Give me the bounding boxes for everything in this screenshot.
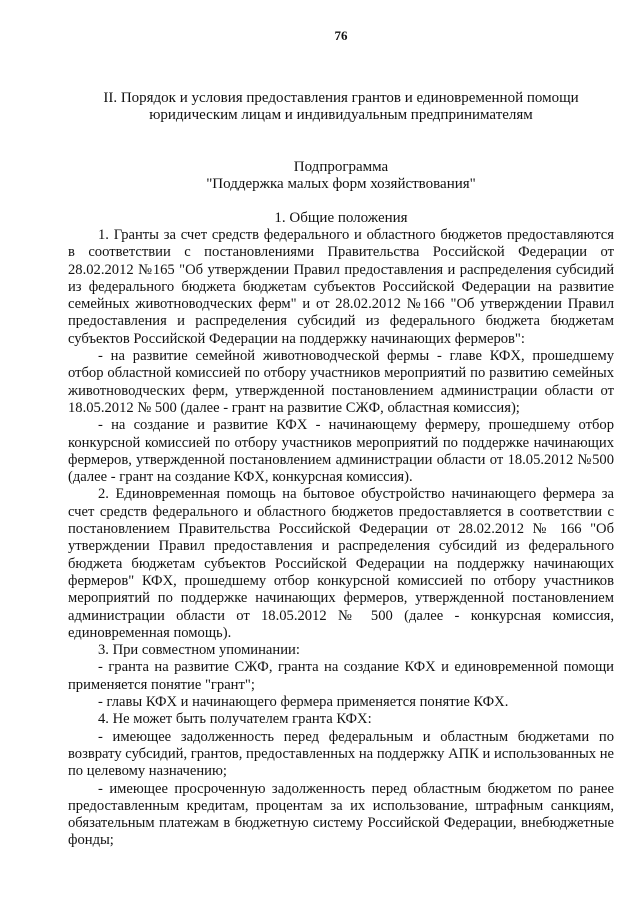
paragraph: 1. Гранты за счет средств федерального и областного бюджетов предоставляются в соответствии с постановлениями Правительства Российской Федерации от 28.02.2012 №165 "Об утверждении Правил предоставления и распределения субсидий из федерального бюджета бюджетам субъектов Российской Федерации на развитие семейных животноводческих ферм" и от 28.02.2012 №166 "Об утверждении Правил предоставления и распределения субсидий из федерального бюджета бюджетам субъектов Российской Федерации на поддержку начинающих фермеров": bbox=[68, 227, 614, 347]
general-heading: 1. Общие положения bbox=[274, 210, 408, 226]
paragraph: - главы КФХ и начинающего фермера применяется понятие КФХ. bbox=[98, 694, 509, 711]
paragraph: - на развитие семейной животноводческой фермы - главе КФХ, прошедшему отбор областной комиссией по отбору участников мероприятий по развитию семейных животноводческих ферм, утвержденной постановлением администрации области от 18.05.2012 № 500 (далее - грант на развитие СЖФ, областная комиссия); bbox=[68, 348, 614, 416]
section-title-line: II. Порядок и условия предоставления грантов и единовременной помощи bbox=[103, 90, 579, 106]
subprogram-heading bbox=[68, 159, 614, 193]
paragraph: - на создание и развитие КФХ - начинающему фермеру, прошедшему отбор конкурсной комиссией по отбору участников мероприятий по поддержке начинающих фермеров, утвержденной постановлением администрации области от 18.05.2012 №500 (далее - грант на создание КФХ, конкурсная комиссия). bbox=[68, 417, 614, 486]
document-body bbox=[68, 227, 614, 850]
paragraph: 3. При совместном упоминании: bbox=[98, 642, 300, 659]
paragraph: - гранта на развитие СЖФ, гранта на создание КФХ и единовременной помощи применяется понятие "грант"; bbox=[68, 659, 614, 693]
subprogram-label: Подпрограмма bbox=[293, 159, 389, 175]
section-title bbox=[68, 90, 614, 124]
subprogram-name: "Поддержка малых форм хозяйствования" bbox=[206, 176, 476, 192]
paragraph: - имеющее задолженность перед федеральным и областным бюджетами по возврату субсидий, грантов, предоставленных на поддержку АПК и использованных не по целевому назначению; bbox=[68, 728, 614, 780]
paragraph: - имеющее просроченную задолженность перед областным бюджетом по ранее предоставленным кредитам, процентам за их использование, штрафным санкциям, обязательным платежам в бюджетную систему Российской Федерации, внебюджетные фонды; bbox=[68, 780, 614, 849]
paragraph: 2. Единовременная помощь на бытовое обустройство начинающего фермера за счет средств федерального и областного бюджетов предоставляется в соответствии с постановлением Правительства Российской Федерации от 28.02.2012 № 166 "Об утверждении Правил предоставления и распределения субсидий из федерального бюджета бюджетам субъектов Российской Федерации на поддержку начинающих фермеров" КФХ, прошедшему отбор конкурсной комиссией по отбору участников мероприятий по поддержке начинающих фермеров, утвержденной постановлением администрации области от 18.05.2012 № 500 (далее - конкурсная комиссия, единовременная помощь). bbox=[68, 486, 614, 641]
section-title-line: юридическим лицам и индивидуальным предпринимателям bbox=[149, 107, 533, 123]
page-number: 76 bbox=[334, 28, 348, 43]
paragraph: 4. Не может быть получателем гранта КФХ: bbox=[98, 711, 372, 728]
